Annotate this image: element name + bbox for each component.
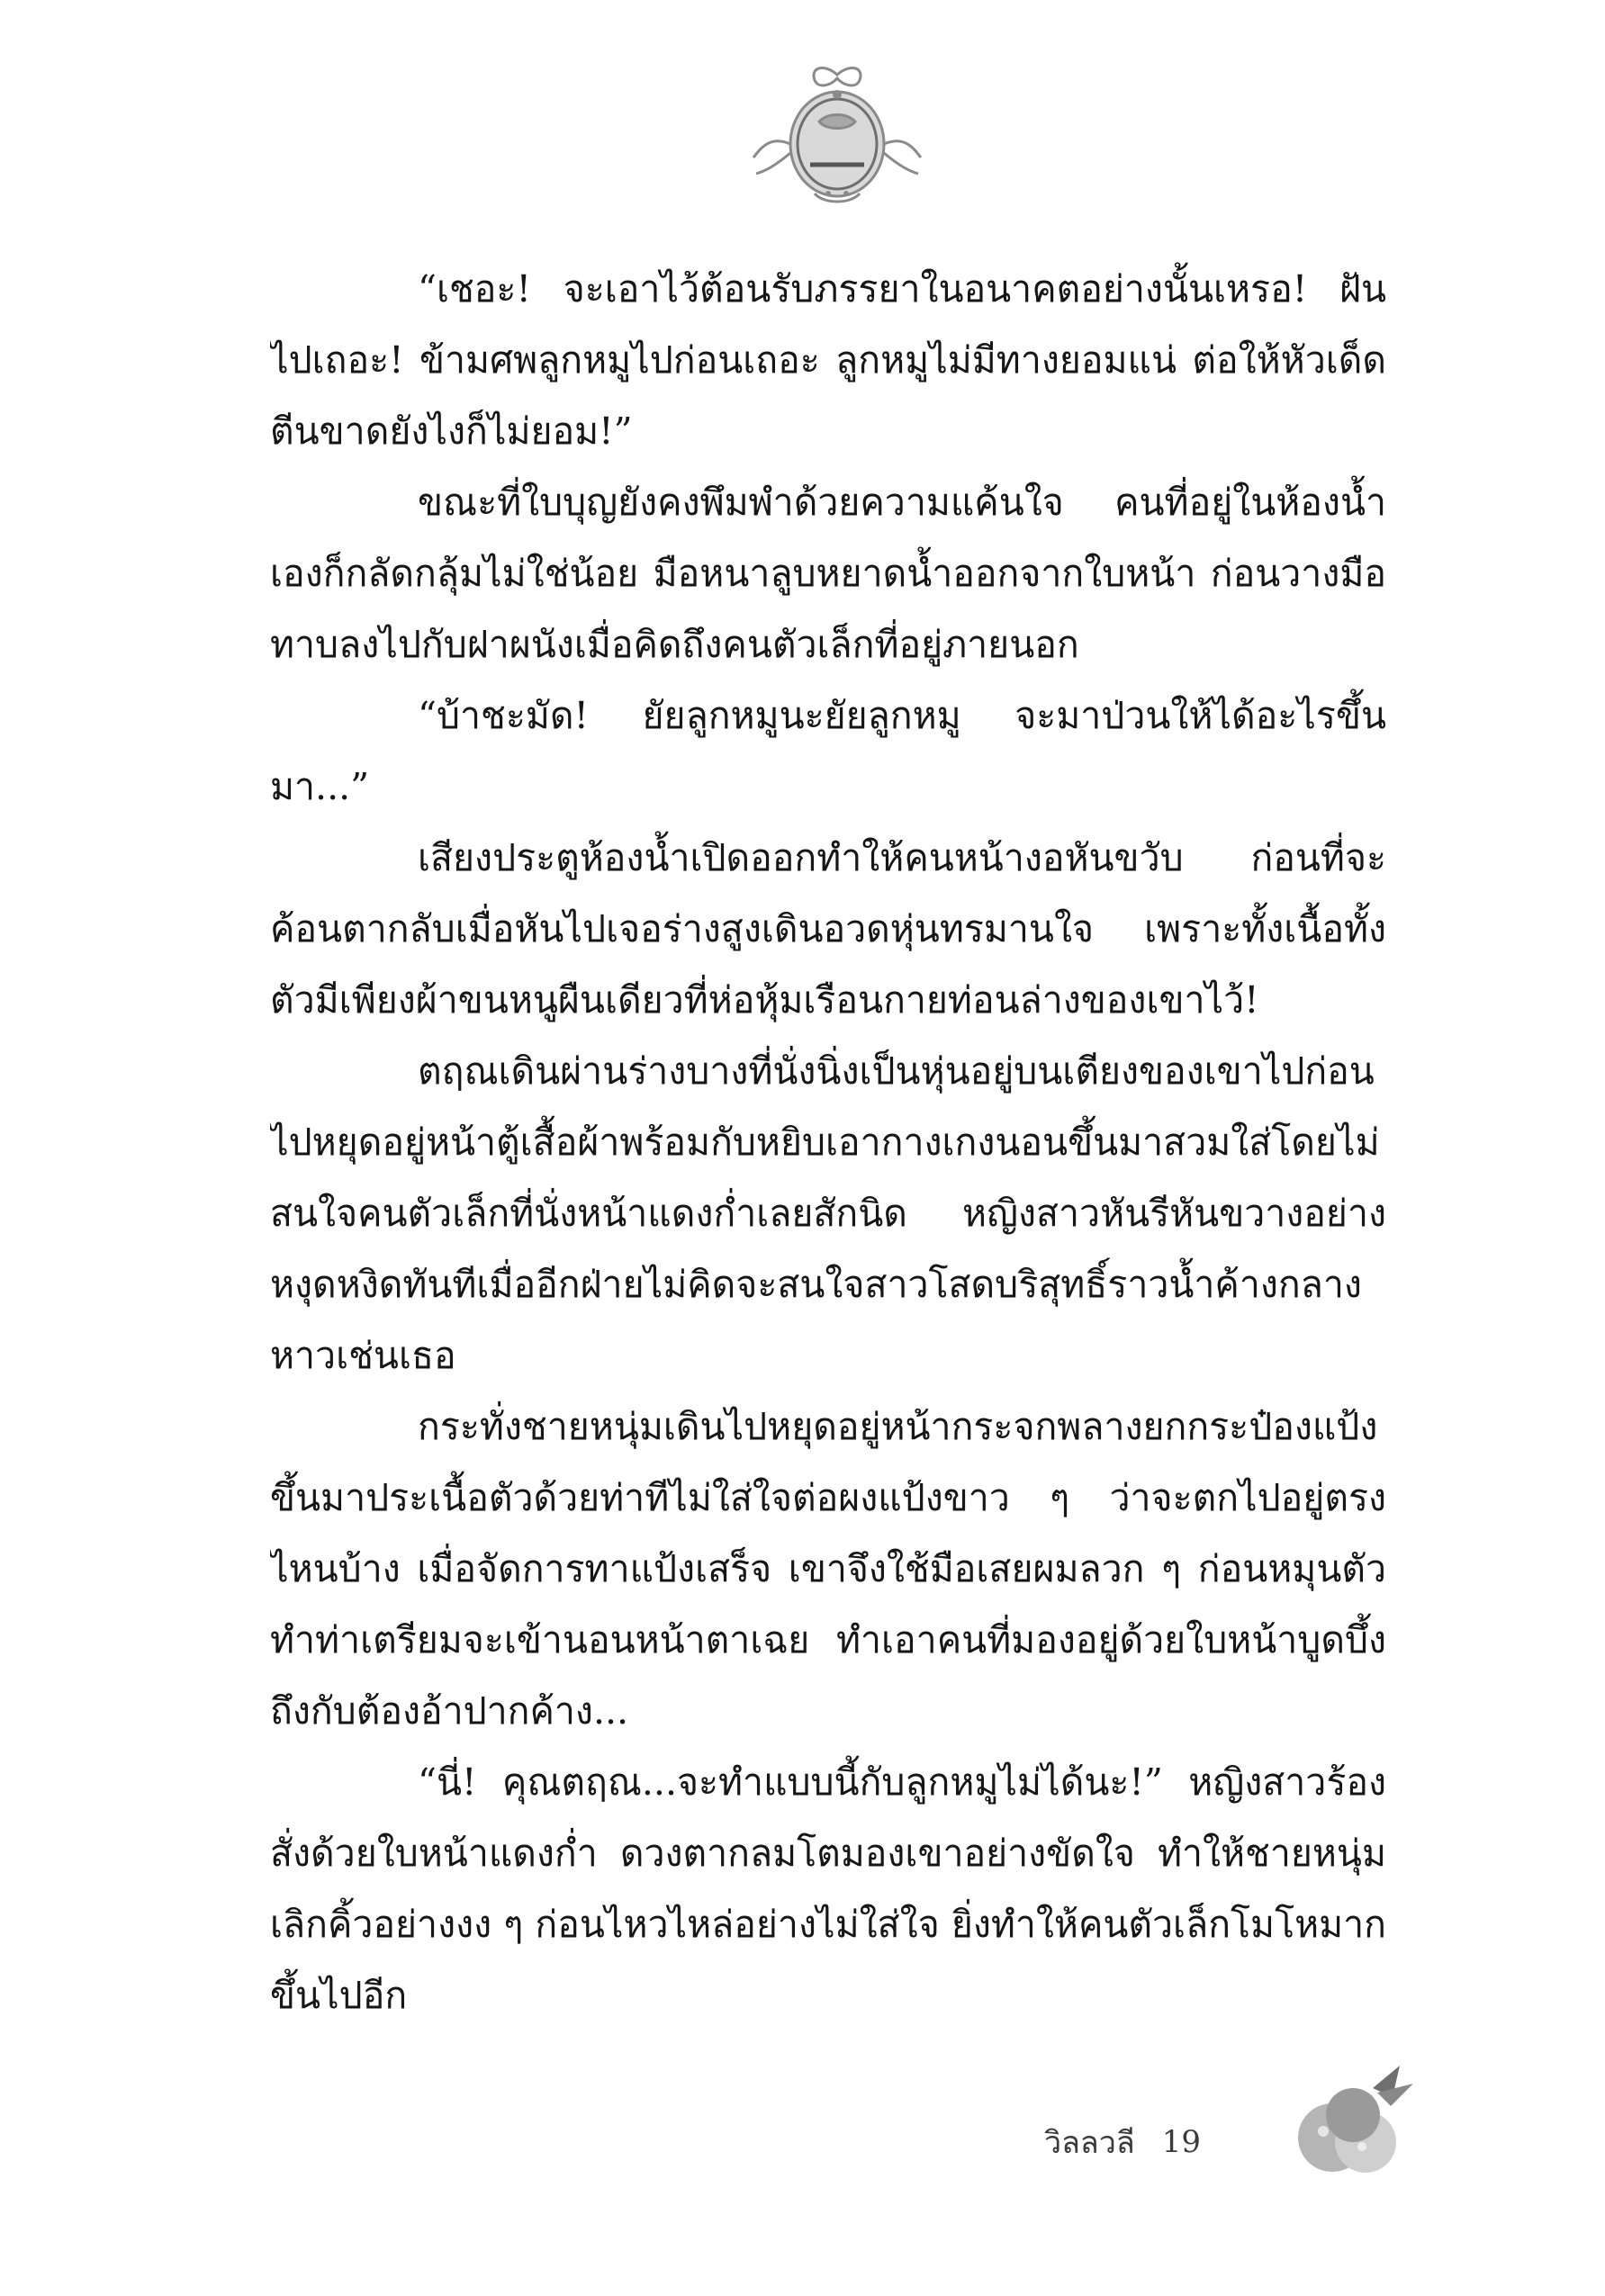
paragraph-1: “เชอะ! จะเอาไว้ต้อนรับภรรยาในอนาคตอย่างนั้นเหรอ! ฝันไปเถอะ! ข้ามศพลูกหมูไปก่อนเถอะ ลูกหมูไม่มีทางยอมแน่ ต่อให้หัวเด็ดตีนขาดยังไงก็ไม่ยอม!” xyxy=(270,267,1386,453)
paragraph-2: ขณะที่ใบบุญยังคงพึมพำด้วยความแค้นใจ คนที่อยู่ในห้องน้ำเองก็กลัดกลุ้มไม่ใช่น้อย มือหนาลูบหยาดน้ำออกจากใบหน้า ก่อนวางมือทาบลงไปกับฝาผนังเมื่อคิดถึงคนตัวเล็กที่อยู่ภายนอก xyxy=(270,481,1386,666)
footer-title: วิลลวลี xyxy=(1044,2125,1135,2161)
ornamental-emblem-icon xyxy=(752,59,923,212)
paragraph-8 xyxy=(270,2031,1386,2036)
fruit-illustration-icon xyxy=(1283,2061,1418,2187)
page-number: 19 xyxy=(1161,2124,1201,2160)
story-text xyxy=(270,254,1386,2036)
paragraph-3: “บ้าชะมัด! ยัยลูกหมูนะยัยลูกหมู จะมาป่วนให้ได้อะไรขึ้นมา...” xyxy=(270,694,1386,808)
paragraph-5: ตฤณเดินผ่านร่างบางที่นั่งนิ่งเป็นหุ่นอยู่บนเตียงของเขาไปก่อนไปหยุดอยู่หน้าตู้เสื้อผ้าพร้อมกับหยิบเอากางเกงนอนขึ้นมาสวมใส่โดยไม่สนใจคนตัวเล็กที่นั่งหน้าแดงก่ำเลยสักนิด หญิงสาวหันรีหันขวางอย่างหงุดหงิดทันทีเมื่ออีกฝ่ายไม่คิดจะสนใจสาวโสดบริสุทธิ์ราวน้ำค้างกลางหาวเช่นเธอ xyxy=(270,1049,1386,1377)
paragraph-4: เสียงประตูห้องน้ำเปิดออกทำให้คนหน้างอหันขวับ ก่อนที่จะค้อนตากลับเมื่อหันไปเจอร่างสูงเดินอวดหุ่นทรมานใจ เพราะทั้งเนื้อทั้งตัวมีเพียงผ้าขนหนูผืนเดียวที่ห่อหุ้มเรือนกายท่อนล่างของเขาไว้! xyxy=(270,836,1386,1022)
paragraph-7: “นี่! คุณตฤณ...จะทำแบบนี้กับลูกหมูไม่ได้นะ!” หญิงสาวร้องสั่งด้วยใบหน้าแดงก่ำ ดวงตากลมโตมองเขาอย่างขัดใจ ทำให้ชายหนุ่มเลิกคิ้วอย่างงง ๆ ก่อนไหวไหล่อย่างไม่ใส่ใจ ยิ่งทำให้คนตัวเล็กโมโหมากขึ้นไปอีก xyxy=(270,1760,1386,2017)
page-footer xyxy=(1044,2115,1201,2169)
paragraph-6: กระทั่งชายหนุ่มเดินไปหยุดอยู่หน้ากระจกพลางยกกระป๋องแป้งขึ้นมาประเนื้อตัวด้วยท่าทีไม่ใส่ใจต่อผงแป้งขาว ๆ ว่าจะตกไปอยู่ตรงไหนบ้าง เมื่อจัดการทาแป้งเสร็จ เขาจึงใช้มือเสยผมลวก ๆ ก่อนหมุนตัวทำท่าเตรียมจะเข้านอนหน้าตาเฉย ทำเอาคนที่มองอยู่ด้วยใบหน้าบูดบึ้งถึงกับต้องอ้าปากค้าง... xyxy=(270,1405,1386,1733)
